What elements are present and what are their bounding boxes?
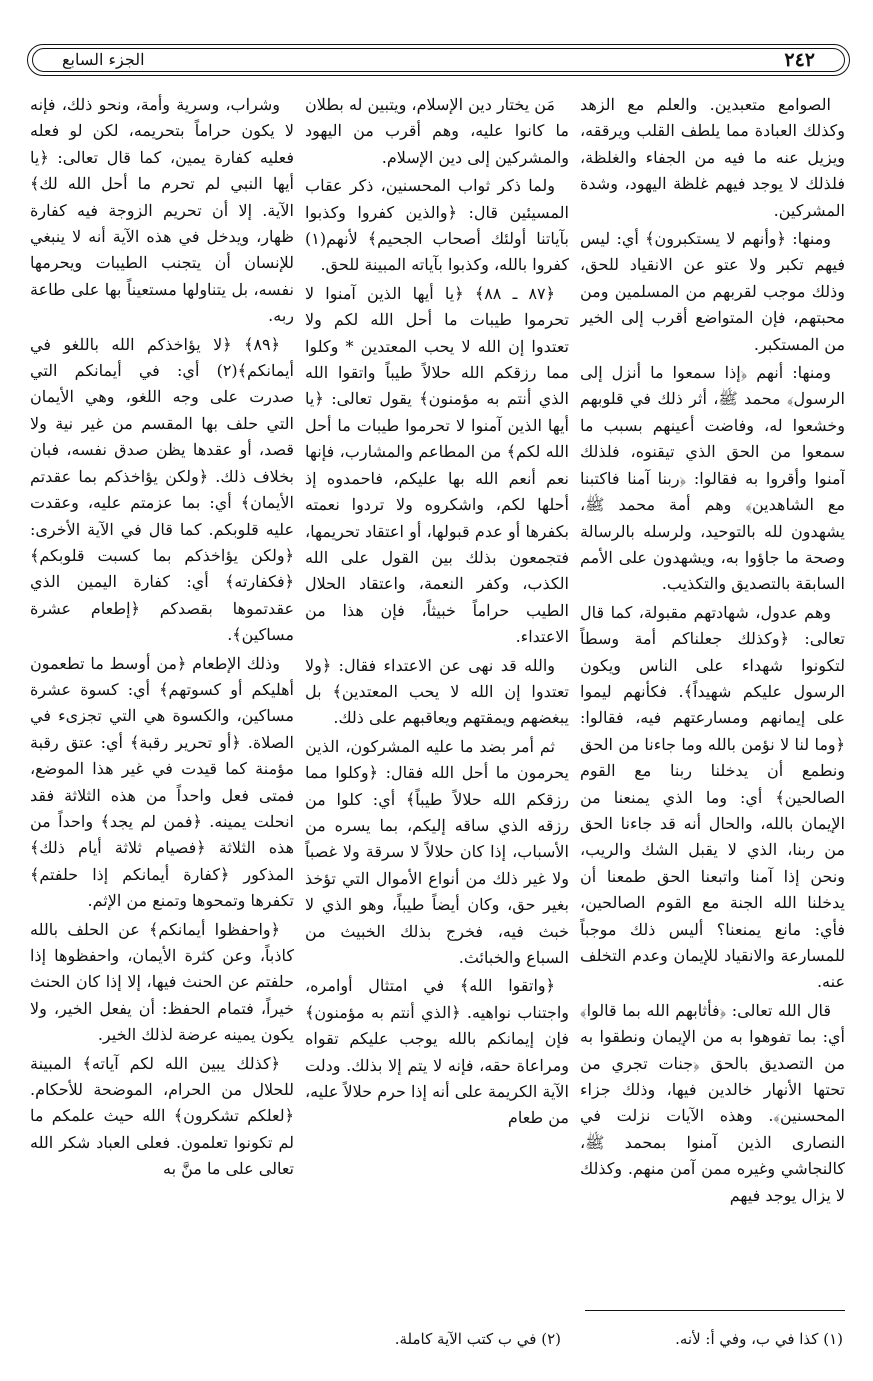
- paragraph: وذلك الإطعام ﴿من أوسط ما تطعمون أهليكم أو كسوتهم﴾ أي: كسوة عشرة مساكين، والكسوة هي التي تجزىء في الصلاة. ﴿أو تحرير رقبة﴾ أي: عتق رقبة مؤمنة كما قيدت في غير هذا الموضع، فمتى فعل واحداً من هذه الثلاثة فقد انحلت يمينه. ﴿فمن لم يجد﴾ واحداً من هذه الثلاثة ﴿فصيام ثلاثة أيام ذلك﴾ المذكور ﴿كفارة أيمانكم إذا حلفتم﴾ تكفرها وتمحوها وتمنع من الإثم.: [30, 653, 294, 911]
- column-left: [30, 92, 294, 1292]
- paragraph: ﴿واتقوا الله﴾ في امتثال أوامره، واجتناب نواهيه. ﴿الذي أنتم به مؤمنون﴾ فإن إيمانكم بالله يوجب عليكم تقواه ومراعاة حقه، فإنه لا يتم إلا بذلك. ودلت الآية الكريمة على أنه إذا حرم حلالاً عليه، من طعام: [305, 976, 569, 1128]
- text-columns: [30, 92, 845, 1292]
- paragraph: وشراب، وسرية وأمة، ونحو ذلك، فإنه لا يكون حراماً بتحريمه، لكن لو فعله فعليه كفارة يمين، كما قال تعالى: ﴿يا أيها النبي لم تحرم ما أحل الله لك﴾ الآية. إلا أن تحريم الزوجة فيه كفارة ظهار، ويدخل في هذه الآية أنه لا ينبغي للإنسان أن يتجنب الطيبات ويحرمها نفسه، بل يتناولها مستعيناً بها على طاعة ربه.: [30, 95, 294, 326]
- paragraph: ثم أمر بضد ما عليه المشركون، الذين يحرمون ما أحل الله فقال: ﴿وكلوا مما رزقكم الله حلالاً طيباً﴾ أي: كلوا من رزقه الذي ساقه إليكم، بما يسره من الأسباب، إذا كان حلالاً لا سرقة ولا غصباً ولا غير ذلك من أنواع الأموال التي تؤخذ بغير حق، وكان أيضاً طيباً، وهو الذي لا خبث فيه، فخرج بذلك الخبيث من السباع والخبائث.: [305, 736, 569, 967]
- footnote-divider: [585, 1310, 845, 1311]
- paragraph: والله قد نهى عن الاعتداء فقال: ﴿ولا تعتدوا إن الله لا يحب المعتدين﴾ بل يبغضهم ويمقتهم ويعاقبهم على ذلك.: [305, 655, 569, 728]
- paragraph: ﴿واحفظوا أيمانكم﴾ عن الحلف بالله كاذباً، وعن كثرة الأيمان، واحفظوها إذا حلفتم عن الحنث فيها، إلا إذا كان الحنث خيراً، فتمام الحفظ: أن يفعل الخير، ولا يكون يمينه عرضة لذلك الخير.: [30, 919, 294, 1045]
- paragraph: ﴿٨٧ ـ ٨٨﴾ ﴿يا أيها الذين آمنوا لا تحرموا طيبات ما أحل الله لكم ولا تعتدوا إن الله لا يحب المعتدين * وكلوا مما رزقكم الله حلالاً طيباً واتقوا الله الذي أنتم به مؤمنون﴾ يقول تعالى: ﴿يا أيها الذين آمنوا لا تحرموا طيبات ما أحل الله لكم﴾ من المطاعم والمشارب، فإنها نعم أنعم الله بها عليكم، فاحمدوه إذ أحلها لكم، واشكروه ولا تردوا نعمته بكفرها أو عدم قبولها، أو اعتقاد تحريمها، فتجمعون بذلك بين القول على الله الكذب، وكفر النعمة، واعتقاد الحلال الطيب حراماً خبيثاً، فإن هذا من الاعتداء.: [305, 283, 569, 647]
- paragraph: ومنها: أنهم ﴿إذا سمعوا ما أنزل إلى الرسول﴾ محمد ﷺ، أثر ذلك في قلوبهم وخشعوا له، وفاضت أعينهم بسبب ما سمعوا من الحق الذي تيقنوه، فلذلك آمنوا وأقروا به فقالوا: ﴿ربنا آمنا فاكتبنا مع الشاهدين﴾ وهم أمة محمد ﷺ، يشهدون لله بالتوحيد، ولرسله بالرسالة وصحة ما جاؤوا به، ويشهدون على الأمم السابقة بالتصديق والتكذيب.: [580, 363, 845, 594]
- paragraph: ﴿كذلك يبين الله لكم آياته﴾ المبينة للحلال من الحرام، الموضحة للأحكام. ﴿لعلكم تشكرون﴾ الله حيث علمكم ما لم تكونوا تعلمون. فعلى العباد شكر الله تعالى على ما منَّ به: [30, 1053, 294, 1179]
- paragraph: وهم عدول، شهادتهم مقبولة، كما قال تعالى: ﴿وكذلك جعلناكم أمة وسطاً لتكونوا شهداء على الناس ويكون الرسول عليكم شهيداً﴾. فكأنهم ليموا على إيمانهم ومسارعتهم فيه، فقالوا: ﴿وما لنا لا نؤمن بالله وما جاءنا من الحق ونطمع أن يدخلنا ربنا مع القوم الصالحين﴾ أي: وما الذي يمنعنا من الإيمان بالله، والحال أنه قد جاءنا الحق من ربنا، الذي لا يقبل الشك والريب، ونحن إذا آمنا واتبعنا الحق طمعنا أن يدخلنا الله الجنة مع القوم الصالحين، فأي: مانع يمنعنا؟ أليس ذلك موجباً للمسارعة والانقياد للإيمان وعدم التخلف عنه.: [580, 602, 845, 992]
- paragraph: ومنها: ﴿وأنهم لا يستكبرون﴾ أي: ليس فيهم تكبر ولا عتو عن الانقياد للحق، وذلك موجب لقربهم من المسلمين ومن محبتهم، فإن المتواضع أقرب إلى الخير من المستكبر.: [580, 229, 845, 354]
- column-right: [580, 92, 845, 1292]
- paragraph: الصوامع متعبدين. والعلم مع الزهد وكذلك العبادة مما يلطف القلب ويرققه، ويزيل عنه ما فيه من الجفاء والغلظة، فلذلك لا يوجد فيهم غلظة اليهود، وشدة المشركين.: [580, 95, 845, 220]
- part-title: الجزء السابع: [62, 50, 145, 69]
- paragraph: مَن يختار دين الإسلام، ويتبين له بطلان ما كانوا عليه، وهم أقرب من اليهود والمشركين إلى دين الإسلام.: [305, 95, 569, 167]
- paragraph: ولما ذكر ثواب المحسنين، ذكر عقاب المسيئين قال: ﴿والذين كفروا وكذبوا بآياتنا أولئك أصحاب الجحيم﴾ لأنهم(١) كفروا بالله، وكذبوا بآياته المبينة للحق.: [305, 176, 569, 275]
- column-middle: [305, 92, 569, 1292]
- paragraph: قال الله تعالى: ﴿فأثابهم الله بما قالوا﴾ أي: بما تفوهوا به من الإيمان ونطقوا به من التصديق بالحق ﴿جنات تجري من تحتها الأنهار خالدين فيها، وذلك جزاء المحسنين﴾. وهذه الآيات نزلت في النصارى الذين آمنوا بمحمد ﷺ، كالنجاشي وغيره ممن آمن منهم. وكذلك لا يزال يوجد فيهم: [580, 1000, 845, 1205]
- footnote-2: (٢) في ب كتب الآية كاملة.: [394, 1330, 561, 1348]
- page-number: ٢٤٢: [784, 49, 815, 71]
- footnote-1: (١) كذا في ب، وفي أ: لأنه.: [675, 1330, 843, 1348]
- page-header: [27, 44, 850, 76]
- paragraph: ﴿٨٩﴾ ﴿لا يؤاخذكم الله باللغو في أيمانكم﴾(٢) أي: في أيمانكم التي صدرت على وجه اللغو، وهي الأيمان التي حلف بها المقسم من غير نية ولا قصد، أو عقدها يظن صدق نفسه، فبان بخلاف ذلك. ﴿ولكن يؤاخذكم بما عقدتم الأيمان﴾ أي: بما عزمتم عليه، وعقدت عليه قلوبكم. كما قال في الآية الأخرى: ﴿ولكن يؤاخذكم بما كسبت قلوبكم﴾ ﴿فكفارته﴾ أي: كفارة اليمين الذي عقدتموها بقصدكم ﴿إطعام عشرة مساكين﴾.: [30, 334, 294, 645]
